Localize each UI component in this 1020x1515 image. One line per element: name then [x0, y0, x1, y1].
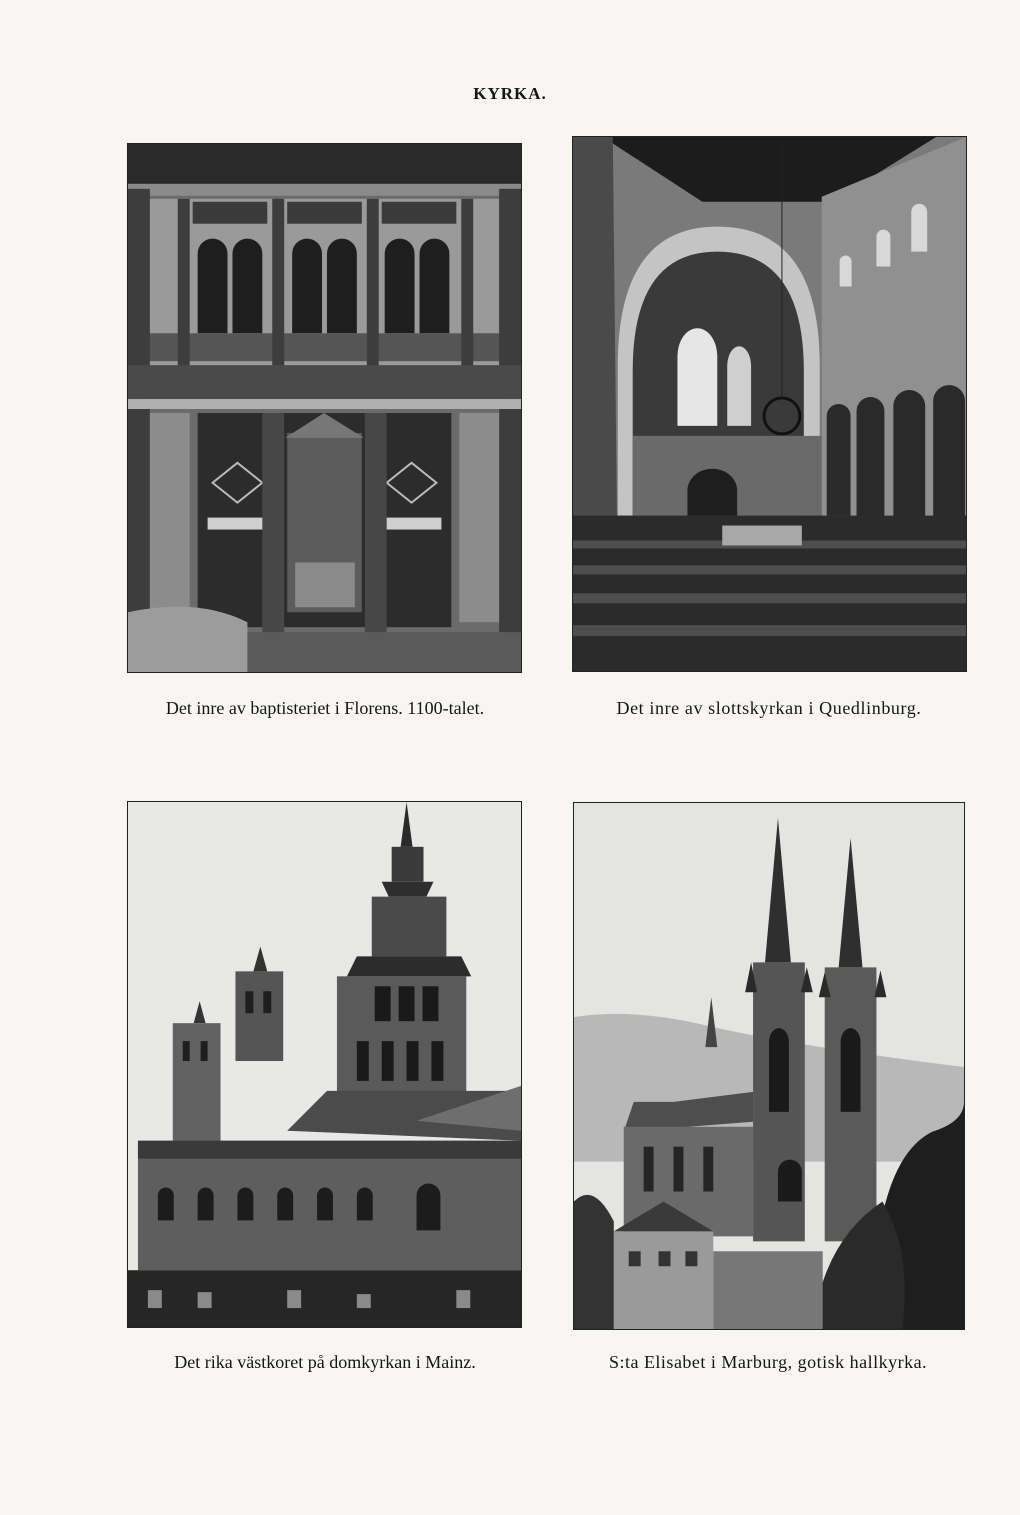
page-title: KYRKA.	[473, 84, 547, 103]
caption-quedlinburg: Det inre av slottskyrkan i Quedlinburg.	[616, 698, 922, 718]
caption-marburg: S:ta Elisabet i Marburg, gotisk hallkyrka.	[608, 1352, 928, 1372]
caption-baptistery: Det inre av baptisteriet i Florens. 1100-talet.	[165, 698, 485, 718]
photo-mainz-cathedral	[127, 801, 522, 1328]
photo-elisabeth-marburg	[573, 802, 965, 1330]
caption-mainz: Det rika västkoret på domkyrkan i Mainz.	[174, 1352, 476, 1372]
photo-baptistery-florence	[127, 143, 522, 673]
photo-quedlinburg-interior	[572, 136, 967, 672]
